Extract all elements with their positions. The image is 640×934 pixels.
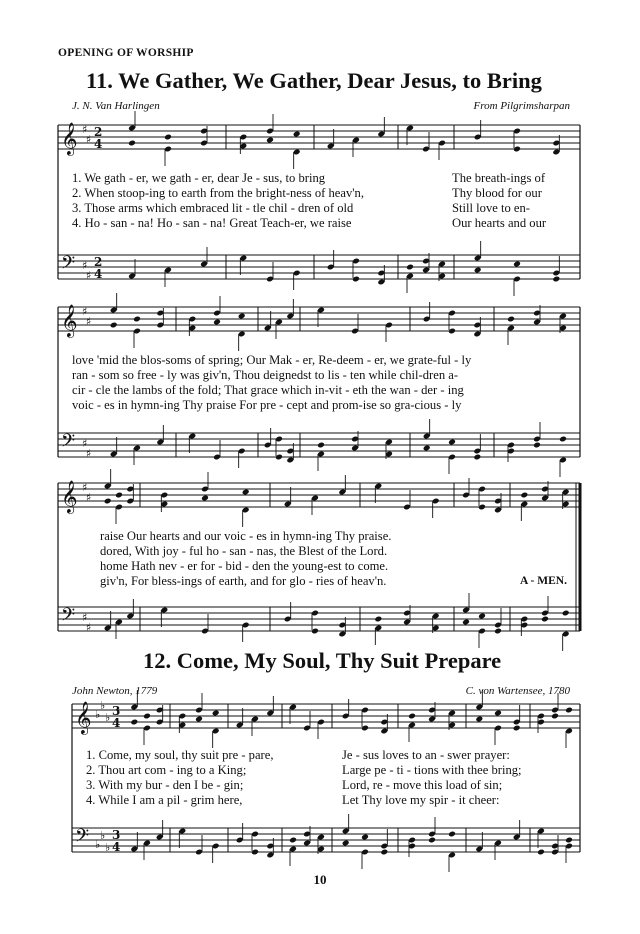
key-flat-icon: ♭ (95, 708, 101, 721)
verse-line: ran - som so free - ly was giv'n, Thou deignedst to lis - ten while chil-dren a- (72, 368, 459, 382)
time-signature: 4 (112, 840, 121, 854)
verse-line: raise Our hearts and our voic - es in hymn-ing Thy praise. (100, 529, 392, 543)
note-head (565, 837, 573, 844)
hymn-11-sys1-verses-left (72, 171, 364, 231)
key-sharp-icon: ♯ (86, 491, 92, 504)
note-head (195, 716, 203, 723)
note-head (104, 498, 112, 505)
verse-line: love 'mid the blos-soms of spring; Our Mak - er, Re-deem - er, we grate-ful - ly (72, 353, 472, 367)
verse-line: Let Thy love my spir - it cheer: (342, 793, 500, 807)
note-head (552, 276, 560, 283)
verse-line: 1. Come, my soul, thy suit pre - pare, (86, 748, 274, 762)
note-head (110, 322, 118, 329)
hymn-11-words-credit: J. N. Van Harlingen (72, 100, 160, 112)
note-head (406, 264, 414, 271)
verse-line: 3. With my bur - den I be - gin; (86, 778, 244, 792)
note-head (380, 849, 388, 856)
treble-clef-icon: 𝄞 (61, 304, 78, 337)
key-sharp-icon: ♯ (86, 621, 92, 634)
verse-line: giv'n, For bless-ings of earth, and for glo - ries of heav'n. (100, 574, 387, 588)
verse-line: 2. Thou art com - ing to a King; (86, 763, 247, 777)
page-number: 10 (313, 872, 327, 887)
note-head (128, 140, 136, 147)
hymn-12-title (143, 648, 501, 674)
treble-clef-icon: 𝄞 (61, 480, 78, 513)
key-flat-icon: ♭ (100, 829, 106, 842)
key-flat-icon: ♭ (95, 838, 101, 851)
key-flat-icon: ♭ (105, 841, 111, 854)
time-signature: 4 (94, 137, 103, 151)
key-sharp-icon: ♯ (86, 133, 92, 146)
hymn-12-words-credit: John Newton, 1779 (72, 685, 158, 697)
note-head (565, 707, 573, 714)
key-sharp-icon: ♯ (82, 123, 88, 136)
note-head (513, 725, 521, 732)
note-head (164, 134, 172, 141)
verse-line: Lord, re - move this load of sin; (342, 778, 503, 792)
verse-line: Our hearts and our (452, 216, 547, 230)
verse-line: 2. When stoop-ing to earth from the bright-ness of heav'n, (72, 186, 364, 200)
key-sharp-icon: ♯ (82, 305, 88, 318)
verse-line: dored, With joy - ful ho - san - nas, the Blest of the Lord. (100, 544, 388, 558)
verse-line: cir - cle the lambs of the fold; That grace which in-vit - eth the wan - der - ing (72, 383, 464, 397)
treble-clef-icon: 𝄞 (61, 122, 78, 155)
note-head (551, 713, 559, 720)
time-signature: 2 (94, 255, 103, 269)
verse-line: 4. While I am a pil - grim here, (86, 793, 243, 807)
note-head (448, 439, 456, 446)
verse-line: Je - sus loves to an - swer prayer: (342, 748, 510, 762)
key-sharp-icon: ♯ (82, 259, 88, 272)
verse-line: 3. Those arms which embraced lit - tle chil - dren of old (72, 201, 354, 215)
hymn-11-sys1-verses-right (452, 171, 546, 231)
note-head (242, 489, 250, 496)
verse-line: 4. Ho - san - na! Ho - san - na! Great Teach-er, we raise (72, 216, 352, 230)
note-head (513, 261, 521, 268)
hymn-12-music-credit: C. von Wartensee, 1780 (465, 685, 570, 697)
note-head (130, 719, 138, 726)
note-head (520, 492, 528, 499)
bass-clef-icon: 𝄢 (61, 605, 76, 630)
time-signature: 2 (94, 125, 103, 139)
note-head (537, 849, 545, 856)
note-head (201, 495, 209, 502)
note-head (361, 834, 369, 841)
bass-clef-icon: 𝄢 (75, 826, 90, 851)
key-sharp-icon: ♯ (86, 447, 92, 460)
note-head (238, 313, 246, 320)
note-head (494, 710, 502, 717)
hymn-12-verses-right (342, 748, 522, 808)
note-head (494, 628, 502, 635)
note-head (423, 445, 431, 452)
note-head (342, 840, 350, 847)
hymn-11-number: 11. (86, 68, 113, 93)
hymn-11-title-text: We Gather, We Gather, Dear Jesus, to Bring (118, 68, 542, 93)
note-head (533, 442, 541, 449)
key-sharp-icon: ♯ (86, 315, 92, 328)
note-head (133, 316, 141, 323)
note-head (212, 710, 220, 717)
note-head (289, 837, 297, 844)
hymn-11-title (86, 68, 542, 94)
key-sharp-icon: ♯ (86, 269, 92, 282)
note-head (143, 713, 151, 720)
verse-line: Still love to en- (452, 201, 531, 215)
hymn-11-sys2-verses (72, 353, 471, 413)
hymn-12-title-text: Come, My Soul, Thy Suit Prepare (176, 648, 502, 673)
amen-label: A - MEN. (520, 575, 567, 587)
key-sharp-icon: ♯ (82, 611, 88, 624)
verse-line: Large pe - ti - tions with thee bring; (342, 763, 522, 777)
note-head (448, 831, 456, 838)
time-signature: 4 (112, 716, 121, 730)
time-signature: 4 (94, 267, 103, 281)
note-head (473, 454, 481, 461)
hymn-12-verses-left (86, 748, 273, 808)
key-sharp-icon: ♯ (82, 481, 88, 494)
note-head (475, 716, 483, 723)
note-head (562, 610, 570, 617)
treble-clef-icon: 𝄞 (75, 701, 92, 734)
hymn-11-music-credit: From Pilgrimsharpan (473, 100, 570, 112)
note-head (462, 619, 470, 626)
verse-line: The breath-ings of (452, 171, 546, 185)
verse-line: Thy blood for our (452, 186, 542, 200)
note-head (317, 442, 325, 449)
verse-line: 1. We gath - er, we gath - er, dear Je - sus, to bring (72, 171, 326, 185)
key-sharp-icon: ♯ (82, 437, 88, 450)
verse-line: home Hath nev - er for - bid - den the young-est to come. (100, 559, 389, 573)
note-head (115, 492, 123, 499)
note-head (478, 613, 486, 620)
note-head (213, 319, 221, 326)
note-head (374, 616, 382, 623)
hymn-11-sys3-verses (100, 529, 391, 589)
note-head (293, 131, 301, 138)
key-flat-icon: ♭ (100, 699, 106, 712)
bass-clef-icon: 𝄢 (61, 253, 76, 278)
section-heading: OPENING OF WORSHIP (58, 47, 194, 59)
key-flat-icon: ♭ (105, 711, 111, 724)
note-head (428, 837, 436, 844)
time-signature: 3 (112, 704, 121, 718)
note-head (474, 267, 482, 274)
hymn-12-number: 12. (143, 648, 172, 673)
time-signature: 3 (112, 828, 121, 842)
note-head (541, 616, 549, 623)
bass-clef-icon: 𝄢 (61, 431, 76, 456)
note-head (408, 713, 416, 720)
note-head (559, 436, 567, 443)
note-head (266, 137, 274, 144)
note-head (507, 316, 515, 323)
verse-line: voic - es in hymn-ing Thy praise For pre - cept and prom-ise so gra-cious - ly (72, 398, 462, 412)
